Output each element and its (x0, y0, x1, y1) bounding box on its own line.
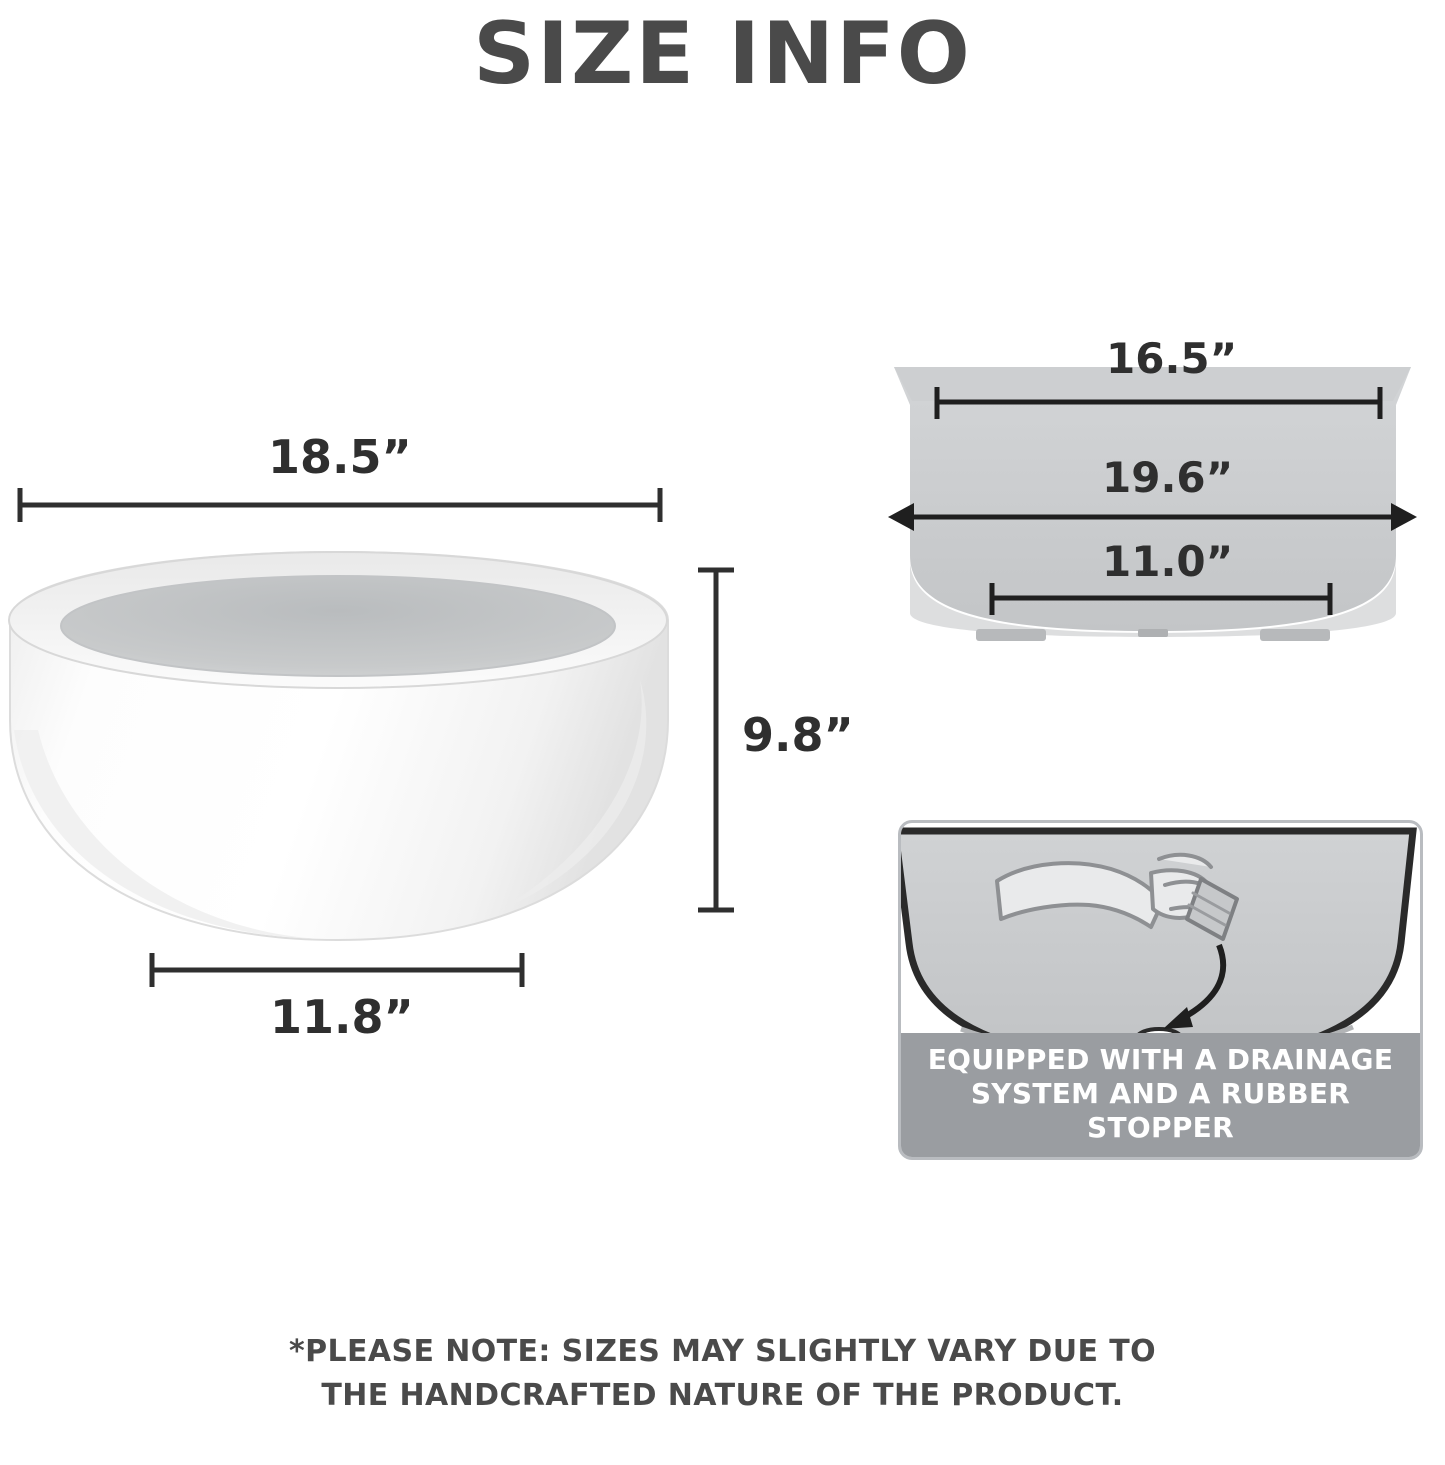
page-title: SIZE INFO (473, 4, 972, 104)
height-label: 9.8” (742, 708, 854, 762)
inner-depth-width-label: 11.0” (1102, 537, 1234, 586)
footnote (0, 1330, 1445, 1418)
drainage-feature-card (898, 820, 1423, 1160)
cross-section-figure (880, 334, 1425, 655)
top-diameter-label: 18.5” (268, 430, 412, 484)
base-diameter-label: 11.8” (270, 990, 414, 1044)
base-diameter-dimension (152, 953, 522, 987)
main-planter-figure (0, 430, 854, 1070)
drainage-caption-line1: EQUIPPED WITH A DRAINAGE (927, 1043, 1394, 1076)
planter-illustration (0, 430, 760, 1070)
planter-body (9, 552, 668, 940)
pot-interior (901, 831, 1413, 1061)
inner-top-width-label: 16.5” (1106, 334, 1238, 383)
top-diameter-dimension (20, 488, 660, 522)
outer-width-label: 19.6” (1102, 453, 1234, 502)
drainage-caption (901, 1033, 1420, 1157)
footnote-line2: THE HANDCRAFTED NATURE OF THE PRODUCT. (321, 1378, 1124, 1413)
drainage-caption-line2: SYSTEM AND A RUBBER STOPPER (970, 1077, 1351, 1144)
height-dimension (698, 570, 734, 910)
footnote-line1: *PLEASE NOTE: SIZES MAY SLIGHTLY VARY DUE TO (289, 1334, 1156, 1369)
